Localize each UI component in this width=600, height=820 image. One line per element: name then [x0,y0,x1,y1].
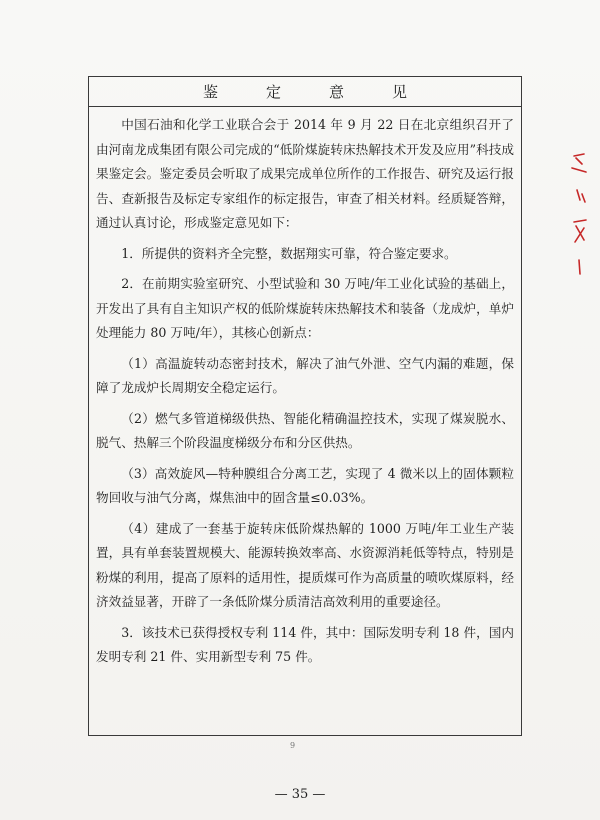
title-char: 鉴 [203,83,219,101]
innovation-3: （3）高效旋风—特种膜组合分离工艺，实现了 4 微米以上的固体颗粒物回收与油气分离，煤焦油中的固含量≤0.03%。 [96,465,514,505]
title-char: 见 [392,83,408,101]
intro-paragraph: 中国石油和化学工业联合会于 2014 年 9 月 22 日在北京组织召开了由河南龙成集团有限公司完成的“低阶煤旋转床热解技术开发及应用”科技成果鉴定会。鉴定委员会听取了成果完成单位所作的工作报告、研究及运行报告、查新报告及标定专家组作的标定报告，审查了相关材料。经质疑答辩，通过认真讨论，形成鉴定意见如下： [96,117,514,230]
point-3: 3．该技术已获得授权专利 114 件，其中：国际发明专利 18 件，国内发明专利 21 件、实用新型专利 75 件。 [96,624,514,664]
box-title [89,77,521,107]
point-1: 1．所提供的资料齐全完整，数据翔实可靠，符合鉴定要求。 [121,245,457,261]
title-char: 定 [266,83,282,101]
appraisal-opinion-box [88,76,522,736]
page-number: — 35 — [274,787,326,802]
innovation-4: （4）建成了一套基于旋转床低阶煤热解的 1000 万吨/年工业生产装置，具有单套装置规模大、能源转换效率高、水资源消耗低等特点，特别是粉煤的利用，提高了原料的适用性，提质煤可作为高质量的喷吹煤原料，经济效益显著，开辟了一条低阶煤分质清洁高效利用的重要途径。 [96,520,514,609]
footnote-mark: 9 [290,741,296,750]
innovation-1: （1）高温旋转动态密封技术，解决了油气外泄、空气内漏的难题，保障了龙成炉长周期安全稳定运行。 [96,355,514,395]
innovation-2: （2）燃气多管道梯级供热、智能化精确温控技术，实现了煤炭脱水、脱气、热解三个阶段温度梯级分布和分区供热。 [96,410,514,450]
title-char: 意 [329,83,345,101]
opinion-body [96,111,514,670]
point-2: 2．在前期实验室研究、小型试验和 30 万吨/年工业化试验的基础上，开发出了具有自主知识产权的低阶煤旋转床热解技术和装备（龙成炉，单炉处理能力 80 万吨/年），其核心创新点： [96,276,514,340]
margin-stamp-marks [562,148,592,278]
